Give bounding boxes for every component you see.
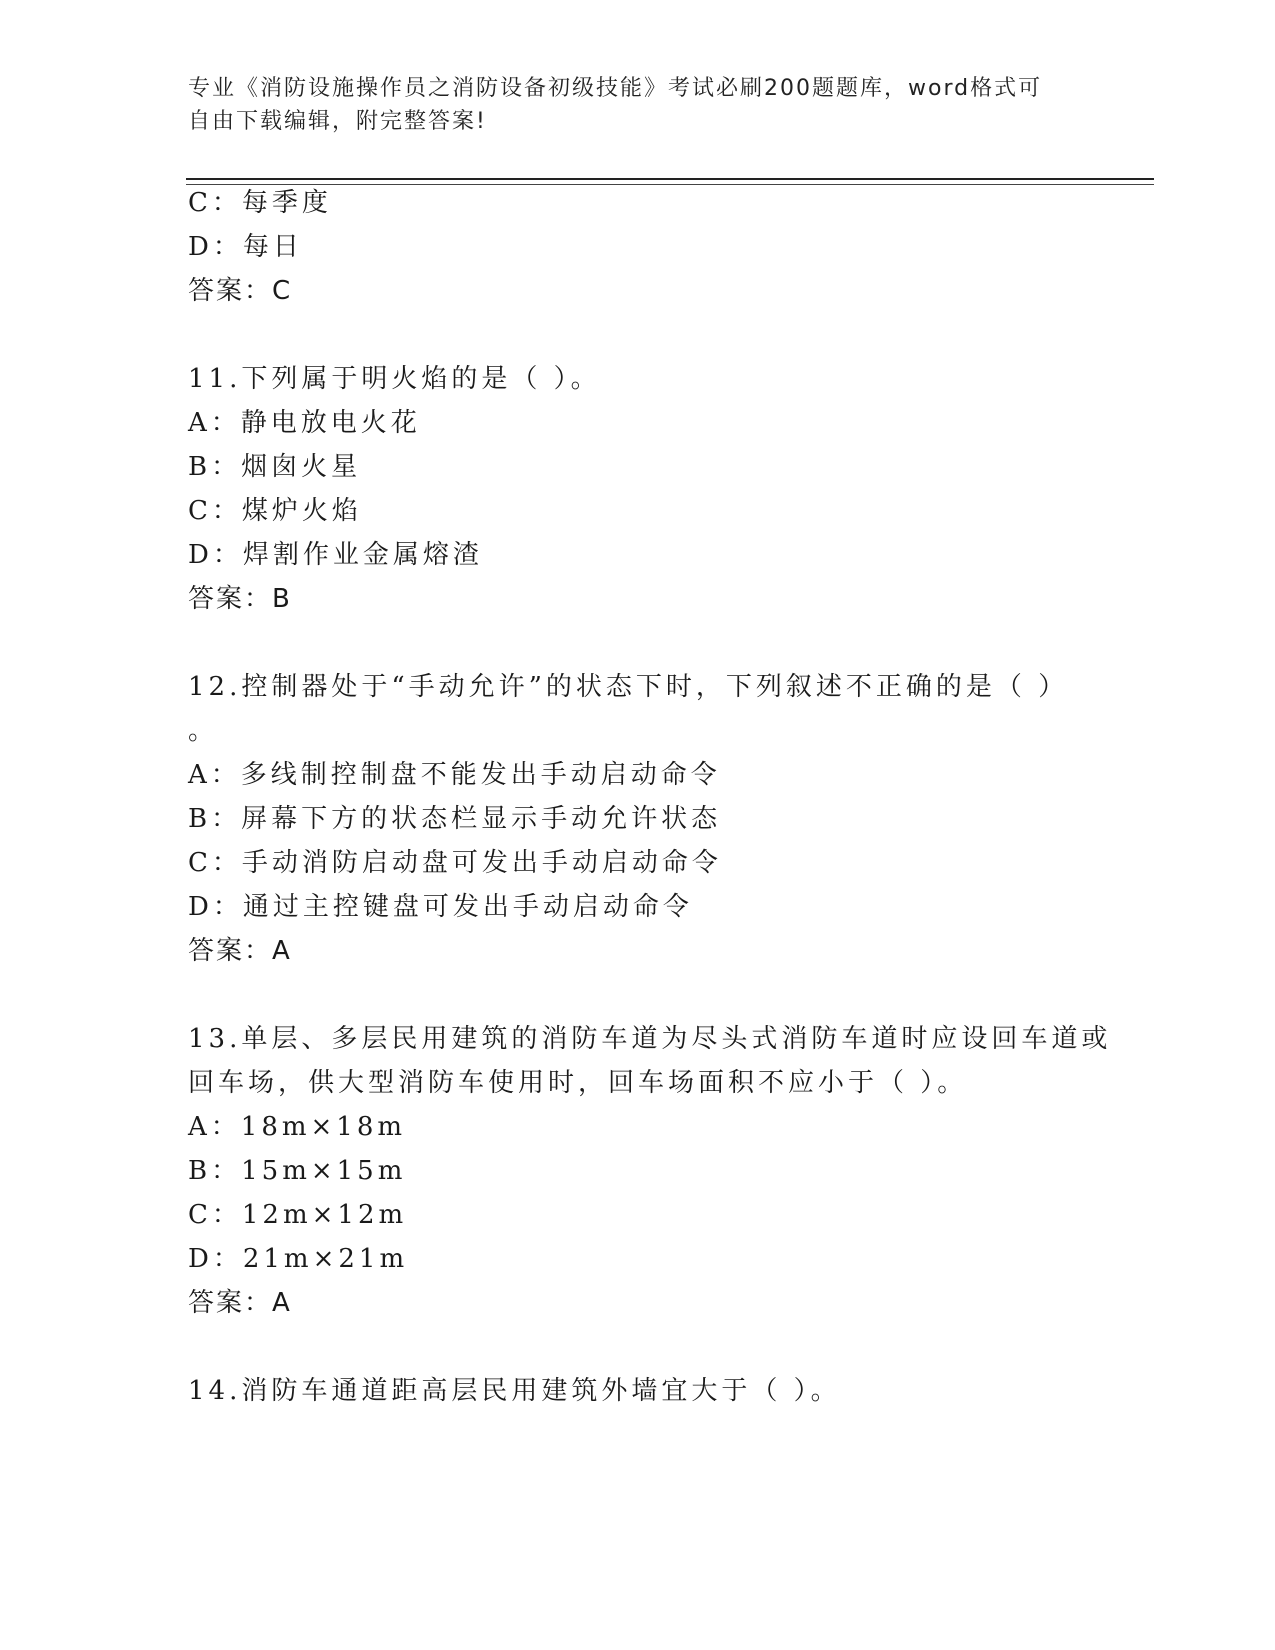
prev-question-answer: 答案：C xyxy=(188,276,293,306)
header-title-line-1: 专业《消防设施操作员之消防设备初级技能》考试必刷200题题库，word格式可 xyxy=(188,76,1043,101)
question-11-option-a: A：静电放电火花 xyxy=(188,408,421,438)
question-13-option-c: C：12m×12m xyxy=(188,1200,408,1230)
question-12-option-d: D：通过主控键盘可发出手动启动命令 xyxy=(188,892,693,922)
question-11-option-c: C：煤炉火焰 xyxy=(188,496,362,526)
header-title-line-2: 自由下载编辑，附完整答案! xyxy=(188,109,487,134)
question-12-stem-line-2: 。 xyxy=(188,716,219,746)
question-13-stem-line-2: 回车场，供大型消防车使用时，回车场面积不应小于（ ）。 xyxy=(188,1068,968,1098)
question-12-option-a: A：多线制控制盘不能发出手动启动命令 xyxy=(188,760,721,790)
question-14-stem: 14.消防车通道距高层民用建筑外墙宜大于（ ）。 xyxy=(188,1376,841,1406)
header-divider-thin xyxy=(186,184,1154,185)
question-12-option-c: C：手动消防启动盘可发出手动启动命令 xyxy=(188,848,722,878)
prev-question-option-c: C：每季度 xyxy=(188,188,332,218)
question-11-answer: 答案：B xyxy=(188,584,292,614)
question-13-option-d: D：21m×21m xyxy=(188,1244,409,1274)
question-12-answer: 答案：A xyxy=(188,936,292,966)
question-11-option-d: D：焊割作业金属熔渣 xyxy=(188,540,483,570)
question-13-answer: 答案：A xyxy=(188,1288,292,1318)
page-header xyxy=(188,72,1068,138)
question-11-option-b: B：烟囱火星 xyxy=(188,452,362,482)
header-divider-thick xyxy=(186,178,1154,180)
question-13-option-a: A：18m×18m xyxy=(188,1112,407,1142)
question-13-option-b: B：15m×15m xyxy=(188,1156,407,1186)
question-11-stem: 11.下列属于明火焰的是（ ）。 xyxy=(188,364,601,394)
question-12-stem-line-1: 12.控制器处于“手动允许”的状态下时，下列叙述不正确的是（ ） xyxy=(188,672,1069,702)
prev-question-option-d: D：每日 xyxy=(188,232,303,262)
question-13-stem-line-1: 13.单层、多层民用建筑的消防车道为尽头式消防车道时应设回车道或 xyxy=(188,1024,1112,1054)
question-12-option-b: B：屏幕下方的状态栏显示手动允许状态 xyxy=(188,804,722,834)
